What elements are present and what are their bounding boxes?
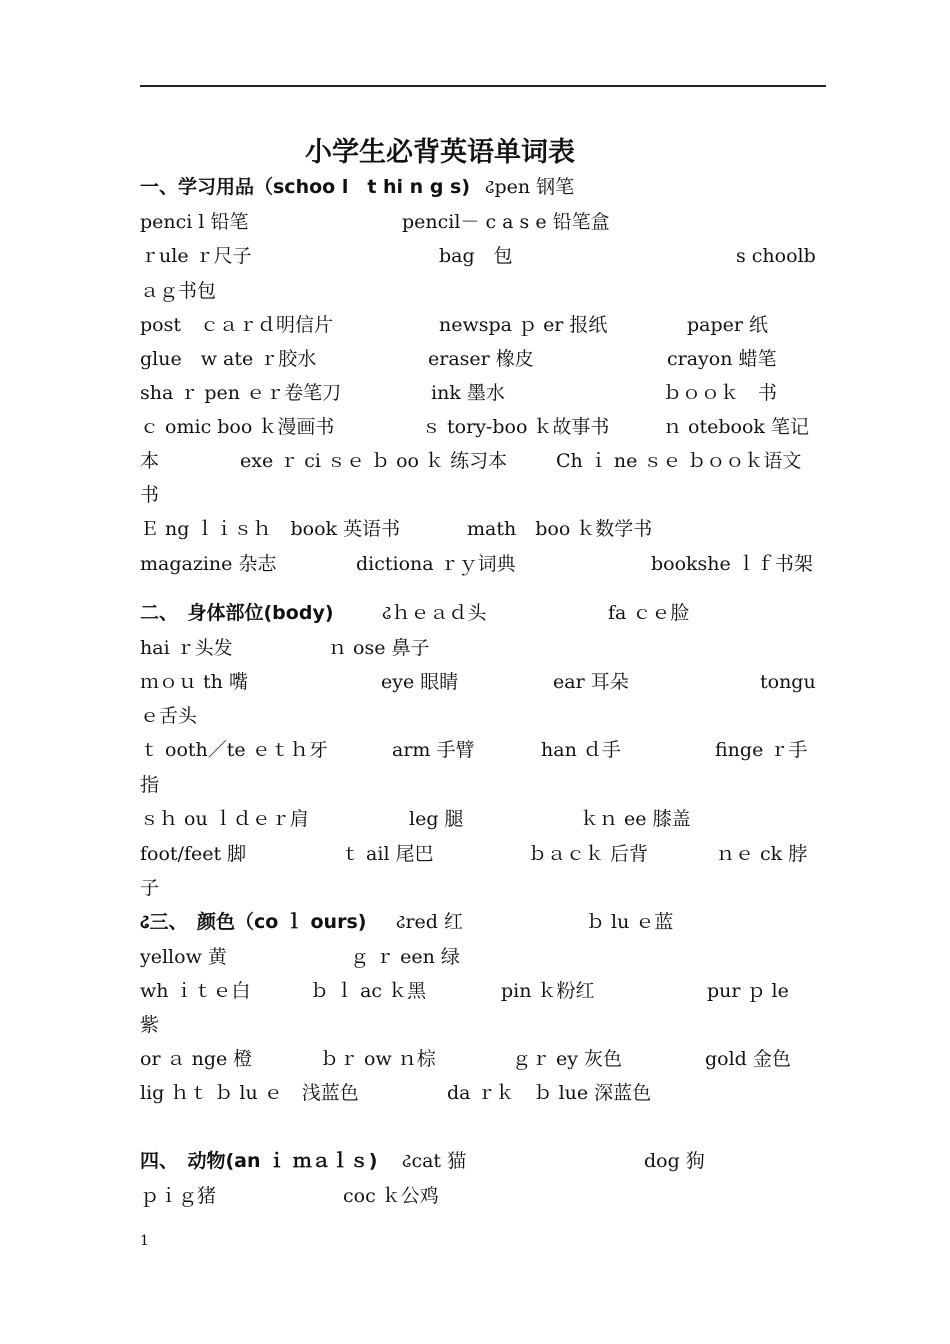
vocab-entry: paper 纸	[687, 314, 769, 336]
vocab-entry: foot/feet 脚	[140, 843, 247, 865]
vocab-entry: pencil－ c a s e 铅笔盒	[402, 211, 610, 233]
vocab-entry: arm 手臂	[392, 739, 475, 761]
section-heading-text: 一、学习用品（schoo l t hi n g s)	[140, 176, 471, 198]
vocab-entry: da ｒｋ ｂ lue 深蓝色	[447, 1082, 652, 1104]
vocab-entry: 子	[140, 877, 160, 899]
vocab-entry: dictiona ｒｙ词典	[356, 553, 516, 575]
vocab-entry: ｒule ｒ尺子	[140, 245, 252, 267]
vocab-row	[140, 241, 830, 271]
vocab-entry: lig ｈｔ ｂ lu ｅ 浅蓝色	[140, 1082, 359, 1104]
vocab-entry: s choolb	[736, 245, 816, 267]
vocab-row	[140, 378, 830, 408]
vocab-entry: ｓ tory-boo ｋ故事书	[422, 416, 610, 438]
vocab-entry: leg 腿	[409, 808, 464, 830]
vocab-entry: ｂｒ ow ｎ棕	[320, 1048, 436, 1070]
vocab-entry: 本	[140, 450, 160, 472]
vocab-entry: ｎｅ ck 脖	[716, 843, 808, 865]
vocab-entry: 书	[140, 484, 160, 506]
vocab-row	[140, 344, 830, 374]
vocab-entry: hai ｒ头发	[140, 637, 233, 659]
vocab-entry: penci l 铅笔	[140, 211, 249, 233]
vocab-entry: post ｃａｒｄ明信片	[140, 314, 333, 336]
vocab-row	[140, 412, 830, 442]
vocab-entry: ｓｈ ou ｌｄｅｒ肩	[140, 808, 309, 830]
vocab-entry: ઢred 红	[396, 911, 463, 933]
section-heading-text: ઢ三、 颜色（co ｌ ours)	[140, 911, 367, 933]
vocab-entry: fa ｃｅ脸	[608, 602, 690, 624]
vocab-row	[140, 446, 830, 476]
vocab-row	[140, 310, 830, 340]
vocab-entry: ｂ lu ｅ蓝	[586, 911, 674, 933]
vocab-entry: eye 眼睛	[381, 671, 459, 693]
vocab-entry: ઢｈｅａｄ头	[382, 602, 487, 624]
vocab-entry: 紫	[140, 1014, 160, 1036]
vocab-entry: ｍｏｕ th 嘴	[140, 671, 248, 693]
vocab-entry: ｇ ｒ een 绿	[350, 946, 460, 968]
vocab-entry: ઢpen 钢笔	[485, 176, 575, 198]
vocab-row	[140, 480, 830, 510]
vocab-row	[140, 1078, 830, 1108]
vocab-row	[140, 1010, 830, 1040]
vocab-entry: Ch ｉ ne ｓｅ ｂｏｏｋ语文	[556, 450, 802, 472]
page-title: 小学生必背英语单词表	[305, 137, 575, 168]
vocab-entry: ｂｏｏｋ 书	[663, 382, 778, 404]
vocab-entry: yellow 黄	[140, 946, 227, 968]
vocab-entry: ｂ ｌ ac ｋ黑	[310, 980, 427, 1002]
vocab-row	[140, 1181, 830, 1211]
vocab-entry: ઢcat 猫	[402, 1150, 467, 1172]
vocab-entry: ｐｉｇ猪	[140, 1185, 217, 1207]
vocab-entry: gold 金色	[705, 1048, 791, 1070]
vocab-entry: exe ｒ ci ｓｅ ｂ oo ｋ 练习本	[240, 450, 508, 472]
vocab-entry: bag 包	[439, 245, 513, 267]
vocab-entry: bookshe ｌｆ书架	[651, 553, 813, 575]
vocab-entry: pin ｋ粉红	[501, 980, 595, 1002]
vocab-entry: ear 耳朵	[553, 671, 629, 693]
vocab-row	[140, 942, 830, 972]
vocab-entry: crayon 蜡笔	[667, 348, 777, 370]
vocab-row	[140, 839, 830, 869]
vocab-entry: ｂａｃｋ 后背	[528, 843, 649, 865]
vocab-entry: ink 墨水	[431, 382, 505, 404]
vocab-entry: tongu	[760, 671, 816, 693]
vocab-row	[140, 276, 830, 306]
vocab-entry: dog 狗	[644, 1150, 705, 1172]
vocab-entry: newspa ｐ er 报纸	[439, 314, 608, 336]
vocab-entry: glue w ate ｒ胶水	[140, 348, 317, 370]
vocab-row	[140, 633, 830, 663]
vocab-entry: or ａ nge 橙	[140, 1048, 253, 1070]
section-heading-animals	[140, 1146, 830, 1176]
vocab-entry: ｎ ose 鼻子	[328, 637, 430, 659]
vocab-entry: coc ｋ公鸡	[343, 1185, 439, 1207]
vocab-entry: ｎ otebook 笔记	[663, 416, 809, 438]
vocab-row	[140, 1044, 830, 1074]
vocab-row	[140, 735, 830, 765]
vocab-entry: 指	[140, 774, 160, 796]
vocab-row	[140, 873, 830, 903]
page-number: 1	[140, 1233, 149, 1249]
section-heading-school-things	[140, 172, 830, 202]
section-heading-colours	[140, 907, 830, 937]
vocab-row	[140, 549, 830, 579]
section-heading-text: 四、 动物(an ｉ ｍａｌｓ)	[140, 1150, 378, 1172]
vocab-entry: ａｇ书包	[140, 280, 217, 302]
vocab-row	[140, 804, 830, 834]
vocab-row	[140, 514, 830, 544]
vocab-entry: ｇｒ ey 灰色	[512, 1048, 623, 1070]
vocab-entry: ｃ omic boo ｋ漫画书	[140, 416, 335, 438]
vocab-entry: ｔ ooth／te ｅｔｈ牙	[140, 739, 328, 761]
vocab-row	[140, 976, 830, 1006]
vocab-entry: han ｄ手	[541, 739, 621, 761]
vocab-entry: ｔ ail 尾巴	[341, 843, 434, 865]
vocab-row	[140, 701, 830, 731]
vocab-entry: wh ｉｔｅ白	[140, 980, 251, 1002]
vocab-row	[140, 770, 830, 800]
vocab-entry: magazine 杂志	[140, 553, 277, 575]
vocab-entry: finge ｒ手	[715, 739, 808, 761]
vocab-entry: math boo ｋ数学书	[467, 518, 653, 540]
section-heading-text: 二、 身体部位(body)	[140, 602, 334, 624]
vocab-entry: ｅ舌头	[140, 705, 198, 727]
vocab-entry: Ｅ ng ｌｉｓｈ book 英语书	[140, 518, 401, 540]
header-rule	[140, 85, 826, 87]
vocab-row	[140, 207, 830, 237]
vocab-entry: ｋｎ ee 膝盖	[580, 808, 691, 830]
vocab-entry: sha ｒ pen ｅｒ卷笔刀	[140, 382, 342, 404]
section-heading-body	[140, 598, 830, 628]
vocab-entry: pur ｐ le	[707, 980, 789, 1002]
vocab-row	[140, 667, 830, 697]
vocab-entry: eraser 橡皮	[428, 348, 534, 370]
